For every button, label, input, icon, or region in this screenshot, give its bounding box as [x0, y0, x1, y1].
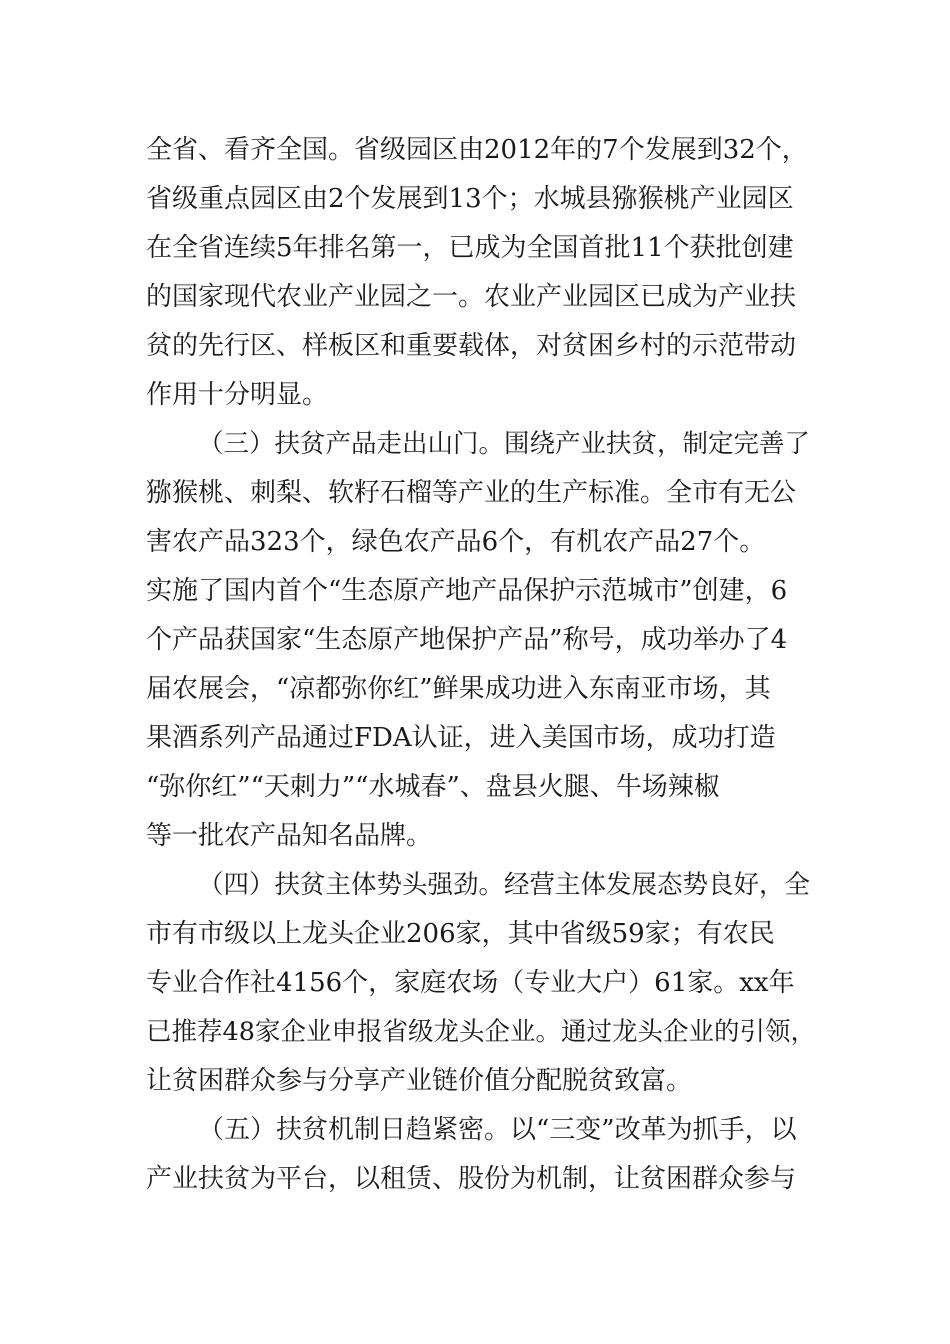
paragraph-line: 实施了国内首个“生态原产地产品保护示范城市”创建，6	[146, 576, 788, 606]
section-heading-line: （五）扶贫机制日趋紧密。以“三变”改革为抓手，以	[198, 1115, 797, 1145]
paragraph-line: 等一批农产品知名品牌。	[146, 821, 433, 851]
section-heading-line: （四）扶贫主体势头强劲。经营主体发展态势良好，全	[198, 870, 811, 900]
paragraph-line: 果酒系列产品通过FDA认证，进入美国市场，成功打造	[146, 723, 776, 753]
paragraph-line: 市有市级以上龙头企业206家，其中省级59家；有农民	[146, 919, 775, 949]
paragraph-line: 在全省连续5年排名第一，已成为全国首批11个获批创建	[146, 233, 794, 263]
paragraph-line: 贫的先行区、样板区和重要载体，对贫困乡村的示范带动	[146, 331, 797, 361]
paragraph-line: 届农展会，“凉都弥你红”鲜果成功进入东南亚市场，其	[146, 674, 771, 704]
section-heading-line: （三）扶贫产品走出山门。围绕产业扶贫，制定完善了	[198, 429, 811, 459]
paragraph-line: 产业扶贫为平台，以租赁、股份为机制，让贫困群众参与	[146, 1164, 797, 1194]
paragraph-line: 害农产品323个，绿色农产品6个，有机农产品27个。	[146, 527, 766, 557]
paragraph-line: 让贫困群众参与分享产业链价值分配脱贫致富。	[146, 1066, 693, 1096]
paragraph-line: 个产品获国家“生态原产地保护产品”称号，成功举办了4	[146, 625, 788, 655]
paragraph-line: 全省、看齐全国。省级园区由2012年的7个发展到32个，	[146, 135, 808, 165]
paragraph-line: 已推荐48家企业申报省级龙头企业。通过龙头企业的引领，	[146, 1017, 816, 1047]
paragraph-line: 猕猴桃、刺梨、软籽石榴等产业的生产标准。全市有无公	[146, 478, 797, 508]
paragraph-line: “弥你红”“天刺力”“水城春”、盘县火腿、牛场辣椒	[146, 772, 720, 802]
paragraph-line: 专业合作社4156个，家庭农场（专业大户）61家。xx年	[146, 968, 795, 998]
paragraph-line: 作用十分明显。	[146, 380, 329, 410]
paragraph-line: 省级重点园区由2个发展到13个；水城县猕猴桃产业园区	[146, 184, 794, 214]
paragraph-line: 的国家现代农业产业园之一。农业产业园区已成为产业扶	[146, 282, 797, 312]
